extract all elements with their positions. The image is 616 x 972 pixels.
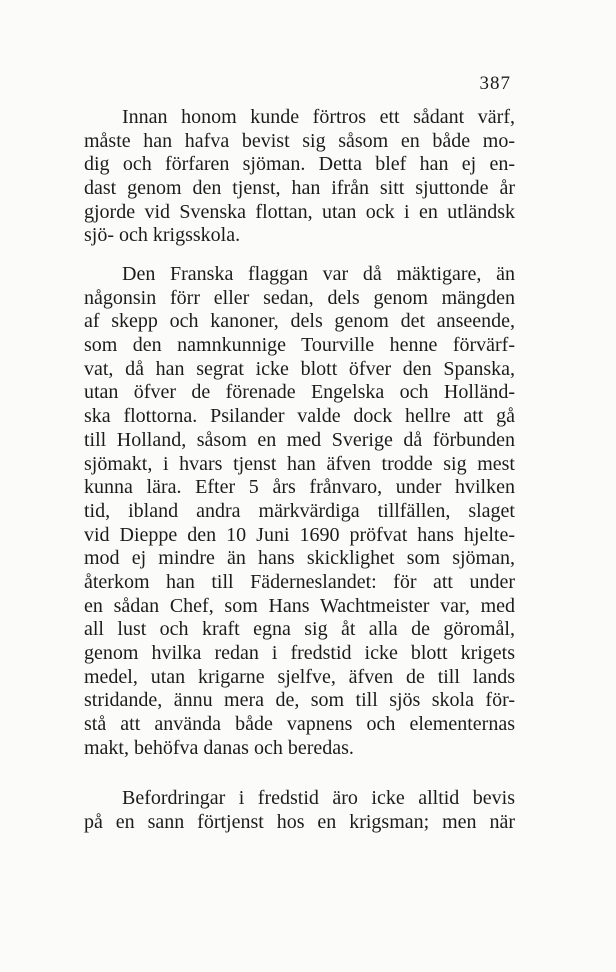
text-line: tid, ibland andra märkvärdiga tillfällen, slaget (84, 499, 515, 522)
text-line: Innan honom kunde förtros ett sådant värf, (122, 106, 515, 128)
text-line: makt, behöfva danas och beredas. (84, 736, 354, 759)
text-line: sjömakt, i hvars tjenst han äfven trodde sig mest (84, 452, 515, 475)
text-line: utan öfver de förenade Engelska och Holländ- (84, 381, 515, 404)
text-line: dig och förfaren sjöman. Detta blef han ej en- (84, 153, 515, 176)
text-line: ska flottorna. Psilander valde dock hellre att gå (84, 405, 515, 428)
text-line: måste han hafva bevist sig såsom en både mo- (84, 129, 515, 152)
text-line: någonsin förr eller sedan, dels genom mängden (84, 286, 515, 309)
text-line: stå att använda både vapnens och elementernas (84, 713, 515, 736)
text-line: Den Franska flaggan var då mäktigare, än (122, 263, 515, 285)
text-line: Befordringar i fredstid äro icke alltid bevis (122, 787, 515, 809)
paragraph-2 (84, 263, 515, 760)
text-line: en sådan Chef, som Hans Wachtmeister var, med (84, 594, 515, 617)
text-line: genom hvilka redan i fredstid icke blott krigets (84, 642, 515, 664)
text-line: till Holland, såsom en med Sverige då förbunden (84, 428, 515, 451)
text-line: stridande, ännu mera de, som till sjös skola för- (84, 689, 515, 712)
text-line: all lust och kraft egna sig åt alla de göromål, (84, 618, 515, 641)
text-line: sjö- och krigsskola. (84, 224, 241, 247)
text-line: som den namnkunnige Tourville henne förvärf- (84, 334, 515, 357)
paragraph-1 (84, 106, 515, 248)
text-line: vat, då han segrat icke blott öfver den Spanska, (84, 357, 515, 380)
page-number: 387 (479, 73, 511, 94)
text-line: gjorde vid Svenska flottan, utan ock i en utländsk (84, 200, 515, 223)
text-line: på en sann förtjenst hos en krigsman; men när (84, 810, 515, 833)
text-line: vid Dieppe den 10 Juni 1690 pröfvat hans hjelte- (84, 523, 515, 546)
text-line: mod ej mindre än hans skicklighet som sjöman, (84, 547, 515, 570)
text-line: dast genom den tjenst, han ifrån sitt sjuttonde år (84, 177, 515, 200)
paragraph-3 (84, 787, 515, 834)
text-line: medel, utan krigarne sjelfve, äfven de till lands (84, 665, 515, 688)
text-line: kunna lära. Efter 5 års frånvaro, under hvilken (84, 476, 515, 499)
text-line: af skepp och kanoner, dels genom det anseende, (84, 310, 515, 333)
text-line: återkom han till Fäderneslandet: för att under (84, 570, 515, 593)
